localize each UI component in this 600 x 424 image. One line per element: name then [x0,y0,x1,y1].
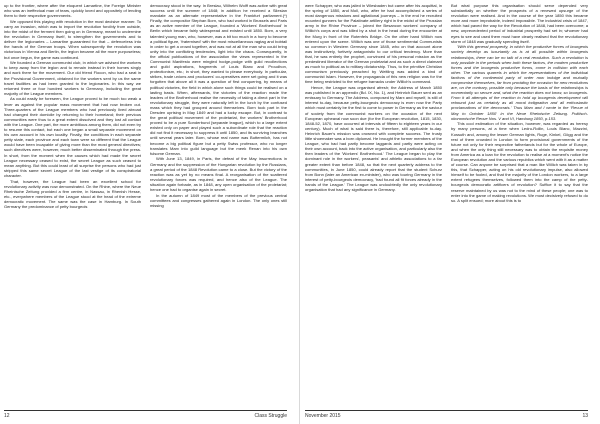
left-page-columns [4,3,287,407]
footer-label: Class Struggle [254,413,287,419]
left-page-column-2 [150,3,287,407]
paragraph: That, however, the League had been an excellent school for revolutionary activity was now demonstrated. On the Rhine, where the Neue Rheinische Zeitung provided a firm centre, in Nassau, in Rhenish Hesse, etc., everywhere members of the League stood at the head of the extreme democratic movement. The same was the case in Hamburg. In South Germany the predominance of petty bourgeois [4,178,141,210]
left-page-footer [4,410,287,420]
right-page-column-1 [305,3,442,407]
footer-label: November 2015 [305,413,341,419]
left-page-column-1 [4,3,141,407]
page-gutter [299,0,300,424]
right-page-columns [305,3,588,407]
paragraph: But what purpose this organisation should serve depended very substantially on whether the prospects of a renewed upsurge of the revolution were realised. And in the course of the year 1850 this became more and more improbable, indeed impossible. The industrial crisis of 1847, which had paved the way for the Revolution of 1848, had been overcome; a new, unprecedented period of industrial prosperity had set in; whoever had eyes to see and used them must have clearly realised that the revolutionary storm of 1848 was gradually spending itself. [451,3,588,44]
left-page [4,3,287,407]
quoted-paragraph: 'With this general prosperity, in which the productive forces of bourgeois society develop as luxuriantly as is at all possible within bourgeois relationships, there can be no talk of a real revolution. Such a revolution is only possible in the periods when both these factors, the modern productive forces and the bourgeois productive forms, come in collision with each other. The various quarrels in which the representatives of the individual factions of the continental party of order now indulge and mutually compromise themselves, far from providing the occasion for new revolutions are, on the contrary, possible only because the basis of the relationships is momentarily so secure and, what the reaction does not know, so bourgeois. From it all attempts of the reaction to hold up bourgeois development will rebound just as certainly as all moral indignation and all enthusiastic proclamations of the democrats.' Thus Marx and I wrote in the 'Revue of May to October 1850' in the Neue Rheinische Zeitung. Politisch-okonomische Revue Nos. V and VI, Hamburg 1850, p.153. [451,44,588,121]
paragraph: In the autumn of 1849 most of the members of the previous central committees and congresses gathered again in London. The only ones still missing [150,192,287,208]
right-page [305,3,588,407]
page-number: 12 [4,413,10,419]
paragraph: We opposed this playing with revolution in the most decisive manner. To carry an invasion, which was to import the revolution forcibly from outside, into the midst of the ferment then going on in Germany, meant to undermine the revolution in Germany itself, to strengthen the governments and to deliver the legionaries – Lamartine guaranteed for that – defenceless into the hands of the German troops. When subsequently the revolution was victorious in Vienna and Berlin, the legion became all the more purposeless; but once begun, the game was continued. [4,18,141,60]
paragraph: This cool estimation of the situation, however, was regarded as heresy by many persons, at a time when Ledru-Rollin, Louis Blanc, Mazzini, Kossuth and, among the lesser German lights, Ruge, Kinkel, Gögg and the rest of them crowded in London to form provisional governments of the future not only for their respective fatherlands but for the whole of Europe, and when the only thing still necessary was to obtain the requisite money from America as a loan for the revolution to realise at a moment's notice the European revolution and the various republics which went with it as a matter of course. Can anyone be surprised that a man like Willich was taken in by this, that Schapper, acting on his old revolutionary impulse, also allowed himself to be fooled, and that the majority of the London workers, to a large extent refugees themselves, followed them into the camp of the petty-bourgeois democratic artificers of revolution? Suffice it to say that the reserve maintained by us was not to the mind of these people; one was to enter into the game of making revolutions. We most decisively refused to do so. A split ensued; more about this is to [451,121,588,203]
right-page-footer [305,410,588,420]
right-page-column-2 [451,3,588,407]
paragraph: Hence, the League was organised afresh; the Address of March 1850 was published in an appendix (Bd. IX, No. 1), and Heinrich Bauer sent as an emissary to Germany. The Address, composed by Marx and myself, is still of interest to-day, because petty-bourgeois democracy is even now the Party which must certainly be the first to come to power in Germany as the saviour of society from the communist workers on the occasion of the next European upheaval now soon due (for the European revolution, 1815, 1830, 1848-52, 1870, have occurred at intervals of fifteen to eighteen years in our century). Much of what is said there is, therefore, still applicable to-day. Heinrich Bauer's mission was crowned with complete success. The trusty little shoemaker was a born diplomat. He brought the former members of the League, who had had partly become laggards and partly were acting on their own account, back into the active organisation, and particularly also the then leaders of the 'Workers' Brotherhood.' The League began to play the dominant role in the workers', peasants' and athletic associations to a far greater extent than before 1848, so that the next quarterly address to the communities, in June 1850, could already report that the student Schurz from Bonn (later an American ex-minister), who was touring Germany in the interest of petty-bourgeois democracy, 'had found all fit forces already in the hands of the League.' The League was undoubtedly the only revolutionary organisation that had any significance in Germany. [305,85,442,192]
page-number: 13 [582,413,588,419]
paragraph: democracy stood in the way. In Breslau, Wilhelm Wolff was active with great success until the summer of 1848; in addition he received a Silesian mandate as an alternate representative in the Frankfurt parliament.(*) Finally, the compositor Stephan Born, who had worked in Brussels and Paris as an active member of the League, founded a 'Workers' Brotherhood' in Berlin which became fairly widespread and existed until 1850. Born, a very talented young man, who, however, was a bit too much in a hurry to become a political figure, 'fraternised' with the most miscellaneous ragtag and bobtail in order to get a crowd together, and was not at all the man who could bring unity into the conflicting tendencies, light into the chaos. Consequently, in the official publications of the association the views represented in the Communist Manifesto were mingled hodge-podge with guild recollections and guild aspirations, fragments of Louis Blanc and Proudhon, protectionism, etc.; in short, they wanted to please everybody. In particular, strikes, trade unions and producers' co-operatives were set going and it was forgotten that above all it was a question of first conquering, by means of political victories, the field in which alone such things could be realised on a lasting basis. When, afterwards, the victories of the reaction made the leaders of the Brotherhood realise the necessity of taking a direct part in the revolutionary struggle, they were naturally left in the lurch by the confused mass which they had grouped around themselves. Born took part in the Dresden uprising in May 1849 and had a lucky escape. But, in contrast to the great political movement of the proletariat, the workers' Brotherhood proved to be a pure Sonderbund [separate league], which to a large extent existed only on paper and played such a subordinate role that the reaction did not find it necessary to suppress it until 1850, and its surviving branches until several years later. Born, whose real name was Buttermilch, has not become a big political figure but a petty Swiss professor, who no longer translates Marx into guild language but the meek Renan into his own fulsome German. [150,3,287,156]
paragraph: We founded a German communist club, in which we advised the workers to keep away from the legion and to remain instead in their homes singly and work there for the movement. Our old friend Flocon, who had a seat in the Provisional Government, obtained for the workers sent by us the same travel facilities as had been granted to the legionaries. In this way we returned three or four hundred workers to Germany, including the great majority of the League members. [4,60,141,96]
paragraph: were Schapper, who was jailed in Wiesbaden but came after his acquittal, in the spring of 1850, and Moll, who, after he had accomplished a series of most dangerous missions and agitational journeys – in the end he recruited mounted gunners for the Palatinate artillery right in the midst of the Prussian army in the Rhine Province – joined the Besancon workers' company of Willich's corps and was killed by a shot in the head during the encounter at the Murg in front of the Rotenfels Bridge. On the other hand Willich now entered upon the scene. Willich was one of those sentimental Communists so common in Western Germany since 1845, who on that account alone was instinctively, furtively antagonistic to our critical tendency. More than that, he was entirely the prophet, convinced of his personal mission as the predestined liberator of the German proletariat and as such a direct claimant as much to political as to military dictatorship. Thus, to the primitive Christian communism previously preached by Weitling was added a kind of communist Islam. However, the propaganda of this new religion was for the time being restricted to the refugee barracks under Willich's command. [305,3,442,85]
paragraph: With June 13, 1849, in Paris, the defeat of the May insurrections in Germany and the suppression of the Hungarian revolution by the Russians, a great period of the 1848 Revolution came to a close. But the victory of the reaction was as yet by no means final. A reorganisation of the scattered revolutionary forces was required, and hence also of the League. The situation again forbade, as in 1848, any open organisation of the proletariat; hence one had to organise again in secret. [150,156,287,192]
paragraph: As could easily be foreseen, the League proved to be much too weak a lever as against the popular mass movement that had now broken out. Three-quarters of the League members who had previously lived abroad had changed their domicile by returning to their homeland; their previous communities were thus to a great extent dissolved and they lost all contact with the League. One part, the more ambitious among them, did not even try to resume this contact, but each one began a small separate movement on his own account in his own locality. Finally, the conditions in each separate petty state, each province and each town were so different that the League would have been incapable of giving more than the most general directives; such directives were, however, much better disseminated through the press. In short, from the moment when the causes which had made the secret League necessary ceased to exist, the secret League as such ceased to mean anything. But this could least of all surprise the persons who had just stripped this same secret League of the last vestige of its conspiratorial character. [4,96,141,178]
paragraph: up to the frontier, where after the eloquent Lamartine, the Foreign Minister who was an ineffectual man of tears, quickly loved and oppositely of lending them to their respective governments. [4,3,141,19]
